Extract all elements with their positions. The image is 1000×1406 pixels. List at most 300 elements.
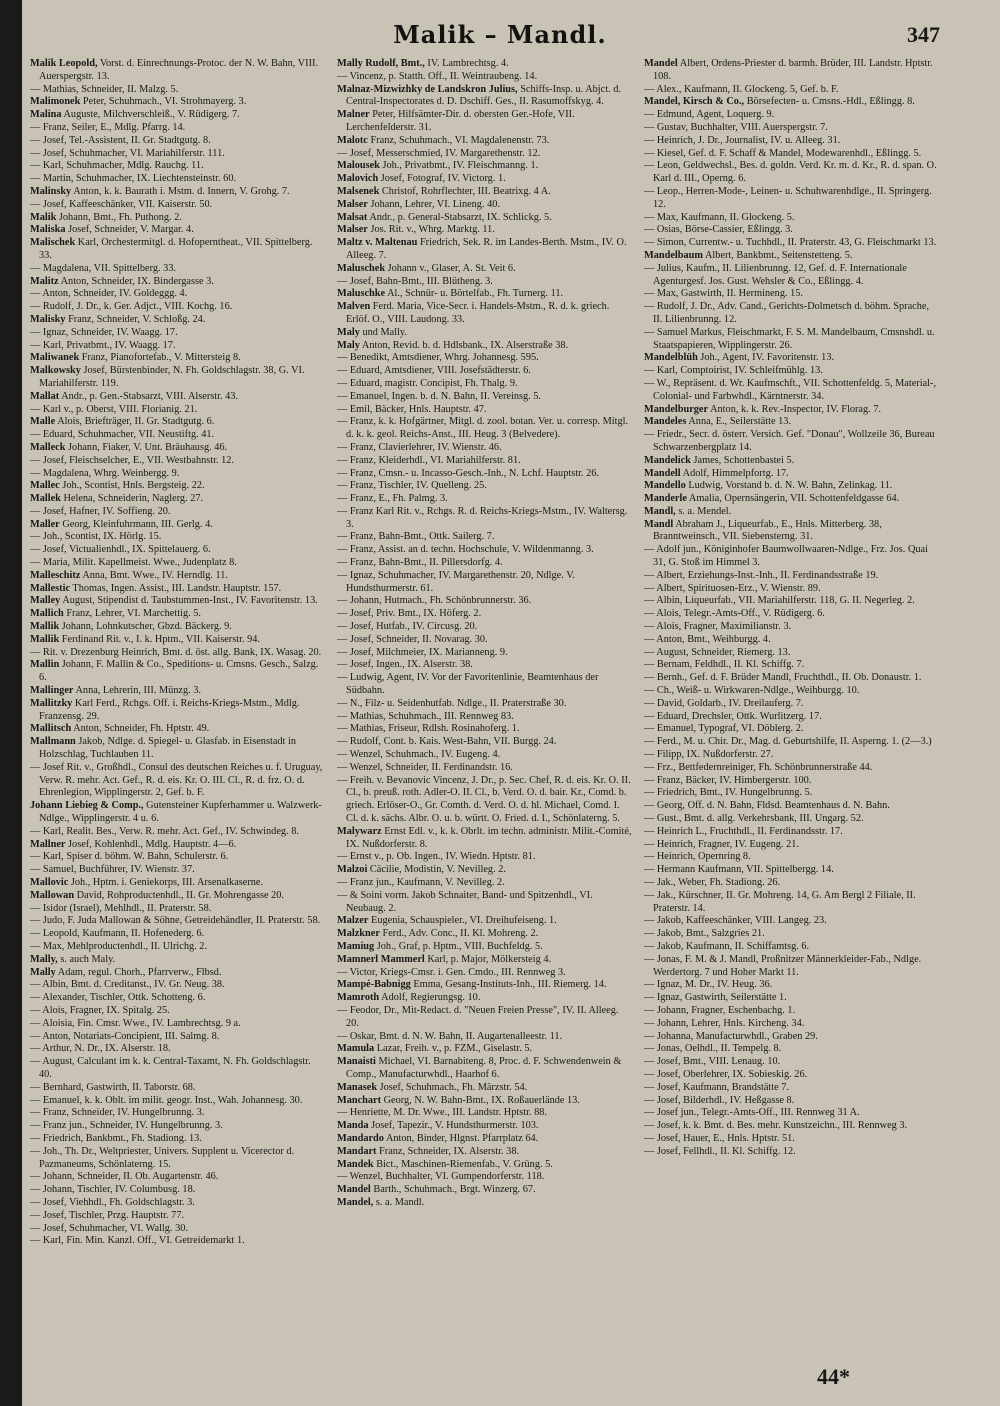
page-header xyxy=(0,14,1000,56)
entry-details: Ferdinand Rit. v., I. k. Hptm., VII. Kaiserstr. 94. xyxy=(61,633,260,645)
entry-details: — Heinrich, Opernring 8. xyxy=(644,851,751,863)
entry-details: — Simon, Currentw.- u. Tuchhdl., II. Praterstr. 43, G. Fleischmarkt 13. xyxy=(644,237,937,249)
entry-details: — Martin, Schuhmacher, IX. Liechtensteinstr. 60. xyxy=(30,173,237,185)
entry-details: und Mally. xyxy=(362,326,407,338)
entry-surname: Mallat xyxy=(30,390,60,402)
directory-entry xyxy=(644,851,939,864)
directory-entry xyxy=(30,186,325,199)
directory-entry xyxy=(644,250,939,263)
directory-entry xyxy=(644,352,939,365)
entry-details: — Franz, Schneider, IV. Hungelbrunng. 3. xyxy=(30,1107,205,1119)
entry-details: Andr., p. Gen.-Stabsarzt, VIII. Alserstr. 43. xyxy=(61,390,239,402)
entry-details: Adolf, Himmelpfortg. 17. xyxy=(682,467,789,479)
entry-details: — Josef, Tischler, Przg. Hauptstr. 77. xyxy=(30,1209,185,1221)
directory-entry xyxy=(30,851,325,864)
directory-entry xyxy=(337,608,632,621)
entry-surname: Mandell xyxy=(644,467,681,479)
directory-entry xyxy=(644,1082,939,1095)
entry-columns xyxy=(30,58,940,1358)
entry-surname: Mallner xyxy=(30,838,66,850)
entry-surname: Manchart xyxy=(337,1094,382,1106)
entry-details: Anton, Schneider, IX. Bindergasse 3. xyxy=(60,275,214,287)
entry-details: Anton, Revid. b. d. Hdlsbank., IX. Alserstraße 38. xyxy=(361,339,569,351)
entry-details: Peter, Schuhmach., VI. Strohmayerg. 3. xyxy=(82,96,247,108)
directory-entry xyxy=(337,1171,632,1184)
directory-entry xyxy=(30,1184,325,1197)
entry-details: — Frz., Bettfedernreiniger, Fh. Schönbrunnerstraße 44. xyxy=(644,761,873,773)
entry-details: — Franz, k. k. Hofgärtner, Mitgl. d. zool. botan. Ver. u. corresp. Mitgl. d. k. k. geol. Reichs-Anst., III. Heug. 3 (Belvedere). xyxy=(337,416,629,441)
entry-details: Albert, Bankbmt., Seitenstetteng. 5. xyxy=(704,249,853,261)
directory-entry xyxy=(337,775,632,826)
directory-entry xyxy=(30,1235,325,1248)
entry-details: — Max, Kaufmann, II. Glockeng. 5. xyxy=(644,211,795,223)
entry-details: — Heinrich L., Fruchthdl., II. Ferdinandsstr. 17. xyxy=(644,825,843,837)
directory-entry xyxy=(337,954,632,967)
entry-details: — Joh., Th. Dr., Weltpriester, Univers. Supplent u. Vicerector d. Pazmaneums, Schönlaterng. 15. xyxy=(30,1145,295,1170)
entry-details: — Max, Gastwirth, II. Hermineng. 15. xyxy=(644,288,803,300)
directory-entry xyxy=(30,608,325,621)
directory-entry xyxy=(30,340,325,353)
directory-entry xyxy=(30,583,325,596)
directory-entry xyxy=(337,365,632,378)
entry-details: — Oskar, Bmt. d. N. W. Bahn, II. Augartenalleestr. 11. xyxy=(337,1030,563,1042)
directory-entry xyxy=(337,1043,632,1056)
entry-surname: Mallinger xyxy=(30,685,74,697)
entry-surname: Maller xyxy=(30,518,60,530)
entry-details: — Bernh., Gef. d. F. Brüder Mandl, Fruchthdl., II. Ob. Donaustr. 1. xyxy=(644,672,922,684)
entry-surname: Maliska xyxy=(30,224,66,236)
entry-details: — Franz jun., Schneider, IV. Hungelbrunng. 3. xyxy=(30,1120,223,1132)
directory-entry xyxy=(337,455,632,468)
entry-details: — Josef, k. k. Bmt. d. Bes. mehr. Kunstzeichn., III. Rennweg 3. xyxy=(644,1120,908,1132)
entry-details: — Leopold, Kaufmann, II. Hofenederg. 6. xyxy=(30,928,205,940)
entry-details: — Emanuel, Ingen. b. d. N. Bahn, II. Vereinsg. 5. xyxy=(337,390,541,402)
directory-entry xyxy=(30,800,325,826)
directory-entry xyxy=(337,416,632,442)
entry-details: — Ignaz, M. Dr., IV. Heug. 36. xyxy=(644,979,773,991)
directory-entry xyxy=(30,480,325,493)
entry-details: — Feodor, Dr., Mit-Redact. d. "Neuen Freien Presse", IV. II. Alleeg. 20. xyxy=(337,1004,619,1029)
directory-entry xyxy=(337,531,632,544)
entry-surname: Malser xyxy=(337,224,368,236)
entry-details: Franz, Schneider, V. Schloßg. 24. xyxy=(68,313,206,325)
entry-surname: Mallich xyxy=(30,608,64,620)
entry-details: — Wenzel, Schuhmach., IV. Eugeng. 4. xyxy=(337,749,501,761)
entry-details: — Josef, Schuhmacher, VI. Mariahilferstr. 111. xyxy=(30,147,225,159)
directory-entry xyxy=(644,723,939,736)
directory-entry xyxy=(644,979,939,992)
directory-entry xyxy=(30,954,325,967)
entry-surname: Malle xyxy=(30,416,56,428)
directory-entry xyxy=(337,570,632,596)
signature-mark: 44* xyxy=(817,1364,850,1389)
entry-details: — Alois, Fragner, IX. Spitalg. 25. xyxy=(30,1004,170,1016)
directory-entry xyxy=(337,1056,632,1082)
entry-details: Franz, Schneider, IX. Alserstr. 38. xyxy=(379,1145,520,1157)
entry-surname: Mallek xyxy=(30,493,61,505)
directory-entry xyxy=(644,877,939,890)
directory-entry xyxy=(30,352,325,365)
entry-surname: Malik Leopold, xyxy=(30,58,98,69)
entry-details: — Freih. v. Bevanovic Vincenz, J. Dr., p. Sec. Chef, R. d. eis. Kr. O. II. Cl., b. preuß. roth. Adler-O. II. Cl., b. Verd. O. d. bair. Kr., Comd. b. griech. Erlöser-O., Gr. Comth. d. Verd. O. d. hl. Michael, Comd. I. Cl. d. k. sächs. Albr. O. u. b. württ. O. Fried. d. I., Schönlaterng. 5. xyxy=(337,774,631,825)
directory-entry xyxy=(30,864,325,877)
directory-entry xyxy=(337,148,632,161)
directory-entry xyxy=(30,84,325,97)
entry-details: — Hermann Kaufmann, VII. Spittelbergg. 14. xyxy=(644,864,834,876)
directory-entry xyxy=(337,263,632,276)
entry-details: — Josef, Tel.-Assistent, II. Gr. Stadtgutg. 8. xyxy=(30,134,211,146)
entry-details: Gutensteiner Kupferhammer u. Walzwerk-Ndlge., Wipplingerstr. 4 u. 6. xyxy=(39,800,322,825)
directory-entry xyxy=(30,327,325,340)
directory-entry xyxy=(644,135,939,148)
entry-details: — Albert, Erziehungs-Inst.-Inh., II. Ferdinandsstraße 19. xyxy=(644,569,879,581)
directory-entry xyxy=(337,659,632,672)
entry-details: — Rudolf, J. Dr., k. Ger. Adjct., VIII. Kochg. 16. xyxy=(30,301,233,313)
directory-entry xyxy=(644,58,939,84)
entry-surname: Manda xyxy=(337,1120,369,1132)
entry-details: — Albin, Bmt. d. Creditanst., IV. Gr. Neug. 38. xyxy=(30,979,225,991)
directory-entry xyxy=(337,1159,632,1172)
entry-details: — Adolf jun., Königinhofer Baumwollwaaren-Ndlge., Frz. Jos. Quai 31, G. Stoß im Himmel 3. xyxy=(644,544,928,569)
entry-surname: Malischek xyxy=(30,237,76,249)
entry-details: s. a. Mandl. xyxy=(375,1196,425,1208)
directory-entry xyxy=(644,301,939,327)
directory-entry xyxy=(644,1095,939,1108)
entry-details: Josef, Bürstenbinder, N. Fh. Goldschlagstr. 38, G. VI. Mariahilferstr. 119. xyxy=(39,365,305,389)
directory-entry xyxy=(644,506,939,519)
entry-surname: Maly xyxy=(337,326,360,338)
column-left xyxy=(30,58,325,1358)
directory-entry xyxy=(644,928,939,941)
entry-surname: Malnaz-Mizwizhky de Landskron Julius, xyxy=(337,83,518,95)
entry-details: Johann, Bmt., Fh. Puthong. 2. xyxy=(58,211,182,223)
entry-surname: Malsenek xyxy=(337,185,380,197)
entry-details: — Josef, Priv. Bmt., IX. Höferg. 2. xyxy=(337,608,482,620)
entry-surname: Mallowan xyxy=(30,889,75,901)
entry-surname: Mallestic xyxy=(30,582,71,594)
entry-surname: Malisky xyxy=(30,313,66,325)
directory-entry xyxy=(30,544,325,557)
entry-surname: Malzkner xyxy=(337,928,380,940)
directory-entry xyxy=(644,1018,939,1031)
entry-details: — Alexander, Tischler, Ottk. Schotteng. 6. xyxy=(30,992,206,1004)
entry-details: — Kiesel, Gef. d. F. Schaff & Mandel, Modewarenhdl., Eßlingg. 5. xyxy=(644,147,922,159)
entry-details: — Samuel Markus, Fleischmarkt, F. S. M. Mandelbaum, Cmsnshdl. u. Staatspapieren, Wipplingerstr. 26. xyxy=(644,326,935,351)
entry-details: — Victor, Kriegs-Cmsr. i. Gen. Cmdo., III. Rennweg 3. xyxy=(337,966,566,978)
directory-entry xyxy=(337,173,632,186)
directory-entry xyxy=(337,288,632,301)
directory-entry xyxy=(644,365,939,378)
entry-surname: Mamula xyxy=(337,1043,375,1055)
entry-details: — Rit. v. Drezenburg Heinrich, Bmt. d. öst. allg. Bank, IX. Wasag. 20. xyxy=(30,646,322,658)
entry-details: Ernst Edl. v., k. k. Obrlt. im techn. administr. Milit.-Comité, IX. Nußdorferstr. 8. xyxy=(346,825,632,850)
directory-entry xyxy=(30,698,325,724)
directory-entry xyxy=(644,595,939,608)
entry-surname: Manasek xyxy=(337,1081,378,1093)
directory-entry xyxy=(337,404,632,417)
directory-entry xyxy=(644,1107,939,1120)
entry-details: — Josef, Fellhdl., II. Kl. Schiffg. 12. xyxy=(644,1145,796,1157)
directory-entry xyxy=(30,263,325,276)
directory-entry xyxy=(337,506,632,532)
entry-details: Josef, Schuhmach., Fh. Märzstr. 54. xyxy=(379,1081,528,1093)
entry-surname: Mandello xyxy=(644,480,686,492)
entry-details: — Alois, Fragner, Maximilianstr. 3. xyxy=(644,621,792,633)
directory-entry xyxy=(644,583,939,596)
entry-details: — Aloisia, Fin. Cmsr. Wwe., IV. Lambrechtsg. 9 a. xyxy=(30,1017,241,1029)
directory-entry xyxy=(30,199,325,212)
entry-details: Ludwig, Vorstand b. d. N. W. Bahn, Zelinkag. 11. xyxy=(688,480,893,492)
entry-details: — Franz, Assist. an d. techn. Hochschule, V. Wildenmanng. 3. xyxy=(337,544,594,556)
entry-details: Christof, Rohrflechter, III. Beatrixg. 4 A. xyxy=(381,185,551,197)
entry-details: — Bernam, Feldhdl., II. Kl. Schiffg. 7. xyxy=(644,659,805,671)
directory-entry xyxy=(644,186,939,212)
directory-entry xyxy=(337,762,632,775)
directory-entry xyxy=(30,160,325,173)
entry-details: — Eduard, Schuhmacher, VII. Neustiftg. 41. xyxy=(30,429,215,441)
entry-details: — Franz, Clavierlehrer, IV. Wienstr. 46. xyxy=(337,441,502,453)
entry-surname: Mandeles xyxy=(644,416,687,428)
directory-entry xyxy=(30,1146,325,1172)
entry-details: Anna, Bmt. Wwe., IV. Herndlg. 11. xyxy=(82,569,229,581)
directory-entry xyxy=(30,1082,325,1095)
entry-details: — Franz, Bahn-Bmt., Ottk. Sailerg. 7. xyxy=(337,531,495,543)
entry-surname: Mamroth xyxy=(337,992,380,1004)
entry-details: — Jonas, Oelhdl., II. Tempelg. 8. xyxy=(644,1043,782,1055)
directory-entry xyxy=(337,1197,632,1210)
entry-surname: Malinsky xyxy=(30,185,72,197)
directory-entry xyxy=(30,1095,325,1108)
entry-details: — Mathias, Schneider, II. Malzg. 5. xyxy=(30,83,179,95)
directory-entry xyxy=(337,698,632,711)
entry-details: — Alois, Telegr.-Amts-Off., V. Rüdigerg. 6. xyxy=(644,608,825,620)
entry-details: — Friedrich, Bankbmt., Fh. Stadiong. 13. xyxy=(30,1132,202,1144)
directory-entry xyxy=(644,915,939,928)
directory-entry xyxy=(30,404,325,417)
entry-details: — Rudolf, Cont. b. Kais. West-Bahn, VII. Burgg. 24. xyxy=(337,736,557,748)
directory-entry xyxy=(337,480,632,493)
directory-entry xyxy=(30,736,325,762)
entry-details: — Josef, Viehhdl., Fh. Goldschlagstr. 3. xyxy=(30,1196,195,1208)
directory-entry xyxy=(337,71,632,84)
directory-entry xyxy=(644,1120,939,1133)
entry-surname: Mandardo xyxy=(337,1132,384,1144)
entry-details: — Judo, F. Juda Mallowan & Söhne, Getreidehändler, II. Praterstr. 58. xyxy=(30,915,321,927)
directory-entry xyxy=(337,160,632,173)
directory-entry xyxy=(644,941,939,954)
entry-details: — Josef, Bmt., VIII. Lenaug. 10. xyxy=(644,1056,781,1068)
entry-surname: Mandelbaum xyxy=(644,249,703,261)
entry-details: — Heinrich, Fragner, IV. Eugeng. 21. xyxy=(644,838,799,850)
entry-details: s. a. Mendel. xyxy=(678,505,732,517)
entry-details: Al., Schnür- u. Börtelfab., Fh. Turnerg. 11. xyxy=(387,288,564,300)
entry-details: — August, Calculant im k. k. Central-Taxamt, N. Fh. Goldschlagstr. 40. xyxy=(30,1056,311,1080)
entry-details: Thomas, Ingen. Assist., III. Landstr. Hauptstr. 157. xyxy=(72,582,282,594)
directory-entry xyxy=(337,672,632,698)
directory-entry xyxy=(337,135,632,148)
entry-details: — Emanuel, Typograf, VI. Döblerg. 2. xyxy=(644,723,804,735)
entry-surname: Mallik xyxy=(30,633,60,645)
entry-details: — Jakob, Kaufmann, II. Schiffamtsg. 6. xyxy=(644,940,810,952)
entry-details: — Josef, Bilderhdl., IV. Heßgasse 8. xyxy=(644,1094,795,1106)
entry-surname: Mandelburger xyxy=(644,403,709,415)
directory-entry xyxy=(337,58,632,71)
entry-surname: Malotc xyxy=(337,134,368,146)
entry-details: Georg, Kleinfuhrmann, III. Gerlg. 4. xyxy=(62,518,213,530)
directory-entry xyxy=(337,736,632,749)
entry-details: — Karl, Schuhmacher, Mdlg. Rauchg. 11. xyxy=(30,160,204,172)
directory-entry xyxy=(644,84,939,97)
entry-details: Anton, k. k. Baurath i. Mstm. d. Innern, V. Grohg. 7. xyxy=(73,185,290,197)
entry-details: — Jak., Kürschner, II. Gr. Mohreng. 14, G. Am Bergl 2 Filiale, II. Praterstr. 14. xyxy=(644,889,916,914)
entry-surname: Malousek xyxy=(337,160,380,172)
directory-entry xyxy=(644,1043,939,1056)
directory-entry xyxy=(337,595,632,608)
directory-entry xyxy=(30,212,325,225)
entry-details: — Emil, Bäcker, Hnls. Hauptstr. 47. xyxy=(337,403,487,415)
entry-surname: Manaisti xyxy=(337,1056,376,1068)
directory-entry xyxy=(337,468,632,481)
entry-details: — Josef, Hauer, E., Hnls. Hptstr. 51. xyxy=(644,1132,795,1144)
entry-details: Johann, F. Mallin & Co., Speditions- u. Cmsns. Gesch., Salzg. 6. xyxy=(39,659,319,684)
entry-surname: Mandelblüh xyxy=(644,352,698,364)
entry-details: — W., Repräsent. d. Wr. Kaufmschft., VII. Schottenfeldg. 5, Material-, Colonial- und Farbwhdl., Kärntnerstr. 34. xyxy=(644,377,937,402)
entry-details: — Karl, Realit. Bes., Verw. R. mehr. Act. Gef., IV. Schwindeg. 8. xyxy=(30,825,299,837)
directory-entry xyxy=(337,1095,632,1108)
directory-entry xyxy=(644,775,939,788)
directory-entry xyxy=(337,992,632,1005)
directory-entry xyxy=(337,84,632,110)
entry-details: August, Stipendist d. Taubstummen-Inst., IV. Favoritenstr. 13. xyxy=(62,595,318,607)
directory-entry xyxy=(30,1056,325,1082)
entry-details: — Josef jun., Telegr.-Amts-Off., III. Rennweg 31 A. xyxy=(644,1107,860,1119)
directory-entry xyxy=(30,839,325,852)
directory-entry xyxy=(30,915,325,928)
entry-details: David, Rohproductenhdl., II. Gr. Mohrengasse 20. xyxy=(76,889,284,901)
directory-entry xyxy=(644,736,939,749)
entry-surname: Mandel, xyxy=(337,1196,374,1208)
directory-entry xyxy=(30,173,325,186)
entry-details: — Friedrich, Bmt., IV. Hungelbrunng. 5. xyxy=(644,787,813,799)
entry-details: Franz, Lehrer, VI. Marchettig. 5. xyxy=(66,608,201,620)
directory-entry xyxy=(644,237,939,250)
entry-details: Karl, Orchestermitgl. d. Hofoperntheat., VII. Spittelberg. 33. xyxy=(39,237,313,261)
entry-details: — Ferd., M. u. Chir. Dr., Mag. d. Geburtshilfe, II. Asperng. 1. (2—3.) xyxy=(644,736,932,748)
directory-entry xyxy=(30,493,325,506)
directory-entry xyxy=(30,288,325,301)
directory-entry xyxy=(337,1005,632,1031)
entry-surname: Malina xyxy=(30,109,62,121)
directory-entry xyxy=(30,621,325,634)
entry-details: Anton, k. k. Rev.-Inspector, IV. Florag. 7. xyxy=(710,403,881,415)
entry-details: — Josef, Schuhmacher, VI. Wallg. 30. xyxy=(30,1222,188,1234)
directory-entry xyxy=(30,1031,325,1044)
running-title: Malik – Mandl. xyxy=(393,20,607,49)
directory-entry xyxy=(337,621,632,634)
entry-details: — Albert, Spirituosen-Erz., V. Wienstr. 89. xyxy=(644,582,821,594)
entry-details: — Franz, Bäcker, IV. Himbergerstr. 100. xyxy=(644,774,812,786)
directory-entry xyxy=(30,1210,325,1223)
entry-surname: Mallmann xyxy=(30,736,76,748)
entry-details: Barth., Schuhmach., Brgt. Winzerg. 67. xyxy=(373,1184,536,1196)
entry-details: — Franz jun., Kaufmann, V. Nevilleg. 2. xyxy=(337,877,505,888)
directory-entry xyxy=(30,135,325,148)
entry-surname: Mally, xyxy=(30,953,58,965)
directory-entry xyxy=(337,1133,632,1146)
entry-surname: Malleschitz xyxy=(30,569,81,581)
entry-details: — Magdalena, VII. Spittelberg. 33. xyxy=(30,262,177,274)
entry-details: — Filipp, IX. Nußdorferstr. 27. xyxy=(644,749,774,761)
entry-surname: Mampé-Babnigg xyxy=(337,979,411,991)
directory-entry xyxy=(644,1056,939,1069)
directory-entry xyxy=(644,800,939,813)
directory-entry xyxy=(30,1043,325,1056)
entry-details: Alois, Briefträger, II. Gr. Stadtgutg. 6. xyxy=(57,416,215,428)
directory-entry xyxy=(30,979,325,992)
directory-entry xyxy=(337,1146,632,1159)
entry-details: Ferd., Adv. Conc., II. Kl. Mohreng. 2. xyxy=(382,928,539,940)
column-middle xyxy=(337,58,632,1358)
entry-surname: Malsat xyxy=(337,211,368,223)
entry-details: — Edmund, Agent, Loquerg. 9. xyxy=(644,109,775,121)
entry-details: — Karl, Spiser d. böhm. W. Bahn, Schulerstr. 6. xyxy=(30,851,229,863)
directory-entry xyxy=(30,276,325,289)
entry-details: Josef, Schneider, V. Margar. 4. xyxy=(68,224,194,236)
directory-entry xyxy=(644,404,939,417)
entry-details: — Ignaz, Schuhmacher, IV. Margarethenstr. 20, Ndlge. V. Hundsthurmerstr. 61. xyxy=(337,569,575,594)
directory-entry xyxy=(644,813,939,826)
entry-surname: Malkowsky xyxy=(30,365,81,377)
directory-entry xyxy=(30,109,325,122)
entry-details: — Josef, Kaffeeschänker, VII. Kaiserstr. 50. xyxy=(30,198,213,210)
entry-details: — Franz, Tischler, IV. Quelleng. 25. xyxy=(337,480,487,492)
entry-details: Eugenia, Schauspieler., VI. Dreihufeiseng. 1. xyxy=(371,915,557,927)
directory-entry xyxy=(30,1133,325,1146)
page-number: 347 xyxy=(907,22,940,47)
directory-entry xyxy=(337,109,632,135)
directory-entry xyxy=(337,199,632,212)
entry-details: James, Schottenbastei 5. xyxy=(693,454,795,466)
directory-entry xyxy=(337,634,632,647)
entry-details: — Gustav, Buchhalter, VIII. Auerspergstr. 7. xyxy=(644,121,828,133)
directory-entry xyxy=(30,992,325,1005)
directory-entry xyxy=(30,877,325,890)
entry-details: — Osias, Börse-Cassier, Eßlingg. 3. xyxy=(644,224,793,236)
entry-details: Peter, Hilfsämter-Dir. d. obersten Ger.-Hofe, VII. Lerchenfelderstr. 31. xyxy=(346,109,575,133)
directory-entry xyxy=(30,391,325,404)
entry-surname: Mandelick xyxy=(644,454,691,466)
entry-surname: Mally Rudolf, Bmt., xyxy=(337,58,425,69)
directory-entry xyxy=(337,864,632,877)
entry-details: Michael, VI. Barnabiteng. 8, Proc. d. F. Schwendenwein & Comp., Manufacturwhdl., Haarhof 6. xyxy=(346,1056,622,1080)
directory-entry xyxy=(644,148,939,161)
directory-entry xyxy=(644,519,939,545)
entry-details: — Mathias, Friseur, Rdlsh. Rosinahoferg. 1. xyxy=(337,723,520,735)
entry-details: — Franz Karl Rit. v., Rchgs. R. d. Reichs-Kriegs-Mstm., IV. Waltersg. 3. xyxy=(337,505,628,530)
directory-entry xyxy=(30,928,325,941)
entry-details: — Benedikt, Amtsdiener, Whrg. Johannesg. 595. xyxy=(337,352,539,364)
entry-details: Vorst. d. Einrechnungs-Protoc. der N. W. Bahn, VIII. Auerspergstr. 13. xyxy=(39,58,319,82)
entry-details: — Friedr., Secr. d. österr. Versich. Gef. "Donau", Wollzeile 36, Bureau Schwarzenbergplatz 14. xyxy=(644,429,935,453)
directory-entry xyxy=(644,787,939,800)
entry-details: — Johann, Lehrer, Hnls. Kircheng. 34. xyxy=(644,1017,805,1029)
directory-entry xyxy=(30,148,325,161)
directory-entry xyxy=(337,1082,632,1095)
entry-details: Joh., Graf, p. Hptm., VIII. Buchfeldg. 5. xyxy=(376,940,543,952)
entry-details: — Jonas, F. M. & J. Mandl, Proßnitzer Männerkleider-Fab., Ndlge. Werdertorg. 7 und Hoher Markt 11. xyxy=(644,953,922,978)
entry-surname: Malley xyxy=(30,595,61,607)
directory-entry xyxy=(30,429,325,442)
